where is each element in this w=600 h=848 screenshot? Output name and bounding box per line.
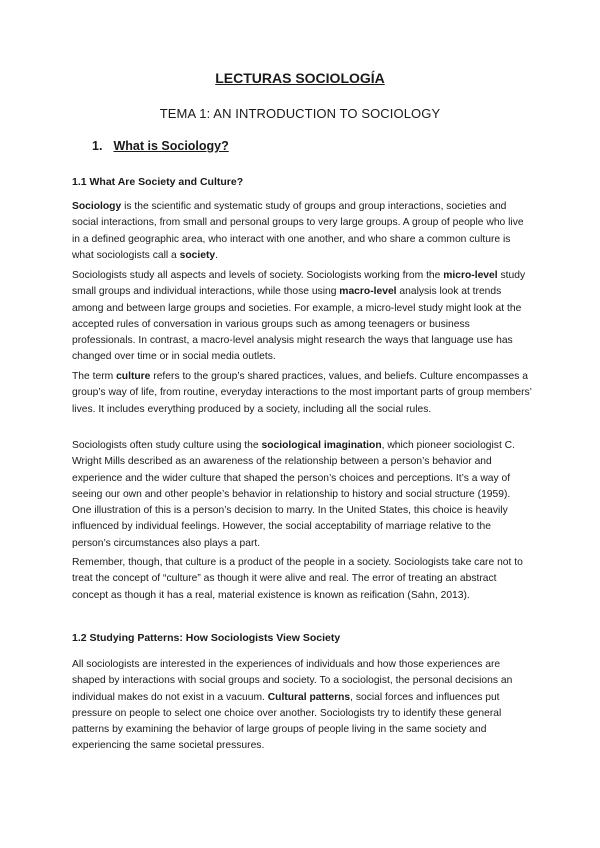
- paragraph-culture: The term culture refers to the group’s shared practices, values, and beliefs. Culture encompasses a group’s way of life, from routine, everyday interactions to the most important parts of group members’ lives. It includes everything produced by a society, including all the social rules.: [72, 371, 532, 415]
- section-number: 1.: [92, 139, 103, 153]
- term-micro-level: micro-level: [443, 270, 498, 281]
- section-title: What is Sociology?: [113, 139, 229, 153]
- term-cultural-patterns: Cultural patterns: [267, 691, 351, 703]
- term-sociological-imagination: sociological imagination: [261, 440, 382, 451]
- paragraph-levels-of-society: Sociologists study all aspects and levels of society. Sociologists working from the micro-level study small groups and individual interactions, while those using macro-level analysis look at trends among and between large groups and societies. For example, a micro-level study might look at the accepted rules of conversation in various groups such as among teenagers or business professionals. In contrast, a macro-level analysis might research the ways that language use has changed over time or in social media outlets.: [72, 270, 526, 363]
- term-macro-level: macro-level: [339, 286, 397, 298]
- subsection-heading-1-2: 1.2 Studying Patterns: How Sociologists View Society: [72, 632, 341, 644]
- section-heading-1: [92, 139, 229, 153]
- paragraph-reification: Remember, though, that culture is a product of the people in a society. Sociologists take care not to treat the concept of “culture” as though it were alive and real. The error of treating an abstract concept as though it has a real, material existence is known as reification (Sahn, 2013).: [72, 557, 523, 601]
- document-subtitle: TEMA 1: AN INTRODUCTION TO SOCIOLOGY: [159, 106, 441, 121]
- paragraph-sociological-imagination: Sociologists often study culture using the sociological imagination, which pioneer sociologist C. Wright Mills described as an awareness of the relationship between a person’s behavior and experience and the wider culture that shaped the person’s choices and perceptions. It’s a way of seeing our own and other people’s behavior in relationship to history and social structure (1959). One illustration of this is a person’s decision to marry. In the United States, this choice is heavily influenced by individual feelings. However, the social acceptability of marriage relative to the person’s circumstances also plays a part.: [72, 440, 515, 549]
- paragraph-studying-patterns: All sociologists are interested in the experiences of individuals and how those experiences are shaped by interactions with social groups and society. To a sociologist, the personal decisions an individual makes do not exist in a vacuum. Cultural patterns, social forces and influences put pressure on people to select one choice over another. Sociologists try to identify these general patterns by examining the behavior of large groups of people living in the same society and experiencing the same societal pressures.: [72, 659, 513, 752]
- term-society: society: [179, 249, 216, 261]
- paragraph-sociology-definition: Sociology is the scientific and systematic study of groups and group interactions, societies and social interactions, from small and personal groups to very large groups. A group of people who live in a defined geographic area, who interact with one another, and who share a common culture is what sociologists call a society.: [72, 201, 524, 261]
- term-sociology: Sociology: [72, 201, 122, 212]
- subsection-heading-1-1: 1.1 What Are Society and Culture?: [72, 176, 244, 188]
- term-culture: culture: [116, 371, 151, 382]
- document-title: LECTURAS SOCIOLOGÍA: [215, 70, 385, 86]
